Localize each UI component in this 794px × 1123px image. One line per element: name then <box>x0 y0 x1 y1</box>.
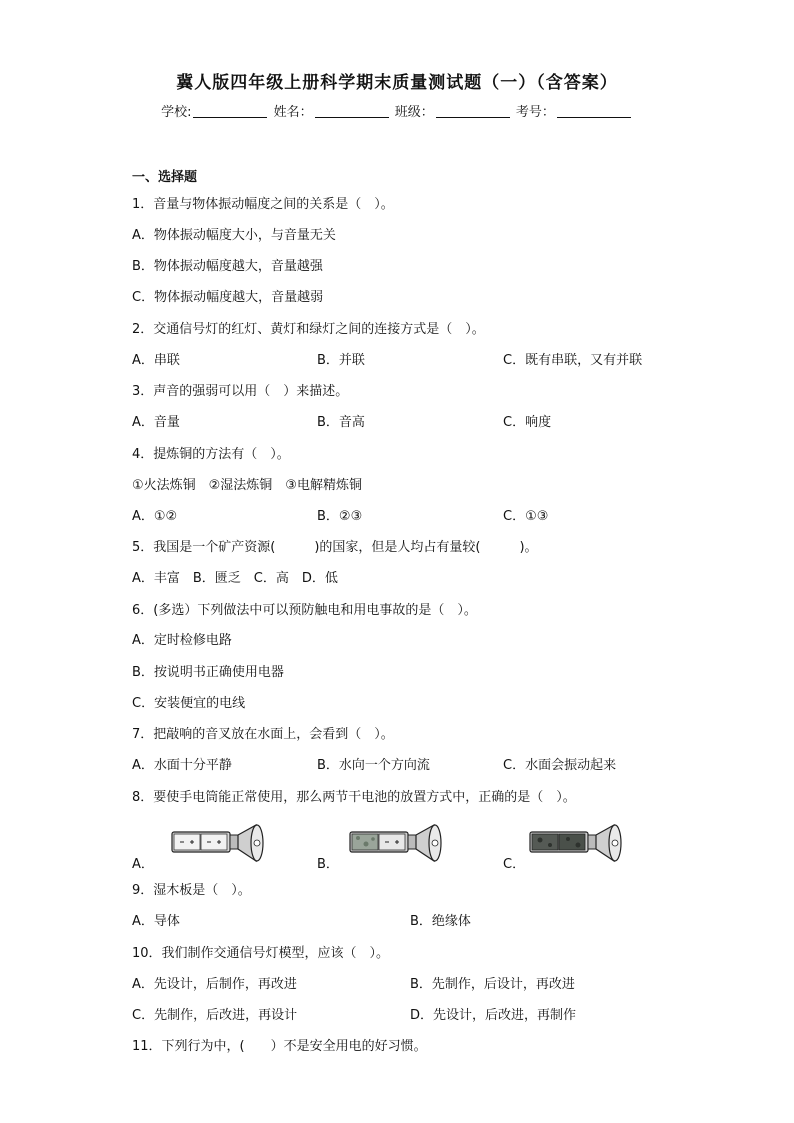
question-11: 11．下列行为中，( ）不是安全用电的好习惯。 <box>132 1039 427 1054</box>
class-blank[interactable] <box>436 105 510 118</box>
q10-option-b: B．先制作，后设计，再改进 <box>410 977 575 992</box>
q1-option-b: B．物体振动幅度越大，音量越强 <box>132 259 323 274</box>
number-label: 考号： <box>515 105 555 120</box>
school-label: 学校: <box>161 105 192 120</box>
q9-option-a: A．导体 <box>132 914 180 929</box>
q8-option-a: A． <box>132 857 154 872</box>
q2-option-c: C．既有串联，又有并联 <box>503 353 643 368</box>
q2-option-b: B．并联 <box>317 353 365 368</box>
question-5: 5．我国是一个矿产资源( )的国家，但是人均占有量较( )。 <box>132 540 538 555</box>
page-title: 冀人版四年级上册科学期末质量测试题（一）（含答案） <box>176 73 618 93</box>
q10-option-d: D．先设计，后改进，再制作 <box>410 1008 577 1023</box>
question-4: 4．提炼铜的方法有（ ）。 <box>132 447 290 462</box>
q3-option-b: B．音高 <box>317 415 365 430</box>
question-1: 1．音量与物体振动幅度之间的关系是（ ）。 <box>132 197 394 212</box>
q4-option-b: B．②③ <box>317 509 363 524</box>
q3-option-c: C．响度 <box>503 415 552 430</box>
q5-options: A．丰富 B．匮乏 C．高 D．低 <box>132 571 338 586</box>
q8-option-c: C． <box>503 857 526 872</box>
student-info-row <box>0 101 794 120</box>
q4-option-a: A．①② <box>132 509 178 524</box>
q1-option-c: C．物体振动幅度越大，音量越弱 <box>132 290 324 305</box>
q10-option-a: A．先设计，后制作，再改进 <box>132 977 297 992</box>
name-label: 姓名： <box>273 105 313 120</box>
question-7: 7．把敲响的音叉放在水面上，会看到（ ）。 <box>132 727 394 742</box>
class-label: 班级： <box>394 105 434 120</box>
school-blank[interactable] <box>193 105 267 118</box>
q9-option-b: B．绝缘体 <box>410 914 471 929</box>
question-6: 6．(多选）下列做法中可以预防触电和用电事故的是（ ）。 <box>132 603 477 618</box>
q6-option-b: B．按说明书正确使用电器 <box>132 665 284 680</box>
q3-option-a: A．音量 <box>132 415 180 430</box>
q7-option-c: C．水面会振动起来 <box>503 758 617 773</box>
question-10: 10．我们制作交通信号灯模型，应该（ ）。 <box>132 946 390 961</box>
q4-methods: ①火法炼铜 ②湿法炼铜 ③电解精炼铜 <box>132 478 362 493</box>
q2-option-a: A．串联 <box>132 353 180 368</box>
q7-option-a: A．水面十分平静 <box>132 758 232 773</box>
question-3: 3．声音的强弱可以用（ ）来描述。 <box>132 384 349 399</box>
number-blank[interactable] <box>557 105 631 118</box>
flashlight-b-image <box>348 822 448 864</box>
question-2: 2．交通信号灯的红灯、黄灯和绿灯之间的连接方式是（ ）。 <box>132 322 485 337</box>
flashlight-icon <box>170 822 270 864</box>
q6-option-a: A．定时检修电路 <box>132 633 232 648</box>
q8-option-b: B． <box>317 857 339 872</box>
flashlight-icon <box>528 822 628 864</box>
q10-option-c: C．先制作，后改进，再设计 <box>132 1008 298 1023</box>
flashlight-icon <box>348 822 448 864</box>
q6-option-c: C．安装便宜的电线 <box>132 696 246 711</box>
question-8: 8．要使手电筒能正常使用，那么两节干电池的放置方式中，正确的是（ ）。 <box>132 790 576 805</box>
name-blank[interactable] <box>315 105 389 118</box>
section-heading: 一、选择题 <box>132 170 198 185</box>
flashlight-a-image <box>170 822 270 864</box>
flashlight-c-image <box>528 822 628 864</box>
question-9: 9．湿木板是（ ）。 <box>132 883 251 898</box>
q4-option-c: C．①③ <box>503 509 549 524</box>
q1-option-a: A．物体振动幅度大小，与音量无关 <box>132 228 336 243</box>
q7-option-b: B．水向一个方向流 <box>317 758 430 773</box>
